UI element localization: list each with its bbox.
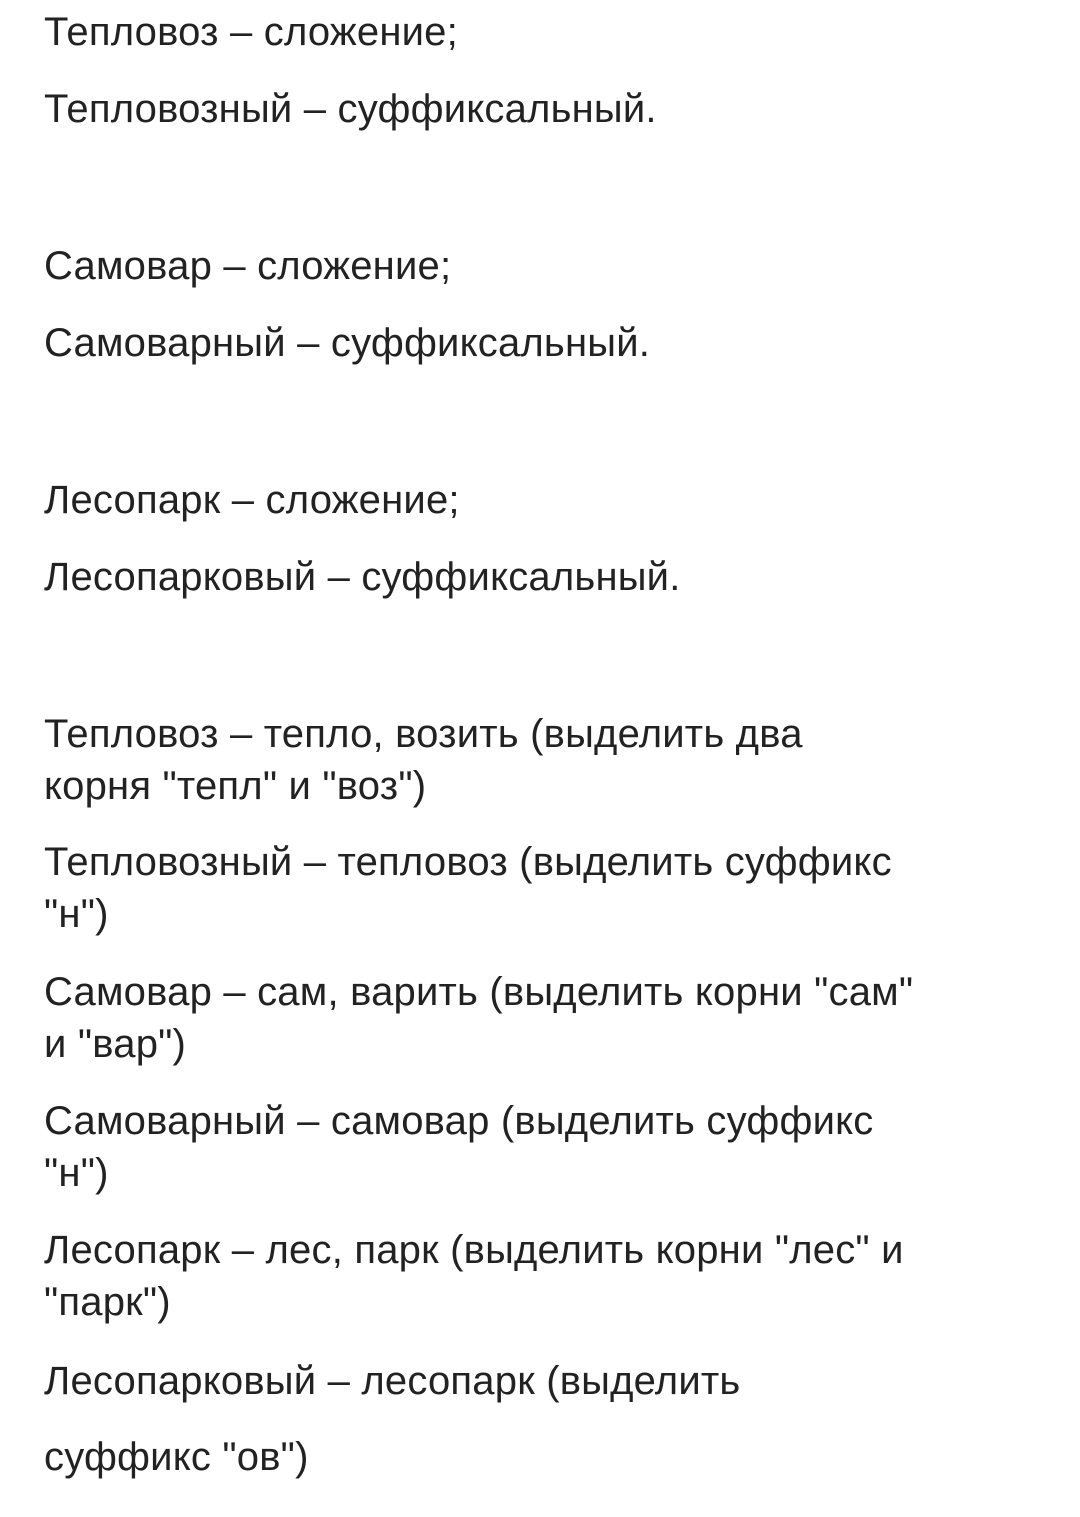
explanation-3-line-1: Самовар – сам, варить (выделить корни "сам" [44,970,914,1014]
explanation-1-line-1: Тепловоз – тепло, возить (выделить два [44,712,803,756]
pair-1-noun: Тепловоз – сложение; [44,10,458,54]
explanation-6-line-1: Лесопарковый – лесопарк (выделить [44,1359,741,1403]
explanation-5-line-2: "парк") [44,1280,171,1324]
explanation-6-line-2: суффикс "ов") [44,1435,309,1479]
explanation-5-line-1: Лесопарк – лес, парк (выделить корни "лес" и [44,1228,904,1272]
explanation-2-line-2: "н") [44,892,109,936]
explanation-1-line-2: корня "тепл" и "воз") [44,764,427,808]
explanation-2-line-1: Тепловозный – тепловоз (выделить суффикс [44,840,892,884]
explanation-4-line-1: Самоварный – самовар (выделить суффикс [44,1099,874,1143]
pair-3-adjective: Лесопарковый – суффиксальный. [44,555,681,599]
pair-2-adjective: Самоварный – суффиксальный. [44,321,651,365]
pair-3-noun: Лесопарк – сложение; [44,478,460,522]
pair-1-adjective: Тепловозный – суффиксальный. [44,87,657,131]
explanation-3-line-2: и "вар") [44,1022,187,1066]
explanation-4-line-2: "н") [44,1151,109,1195]
pair-2-noun: Самовар – сложение; [44,244,452,288]
